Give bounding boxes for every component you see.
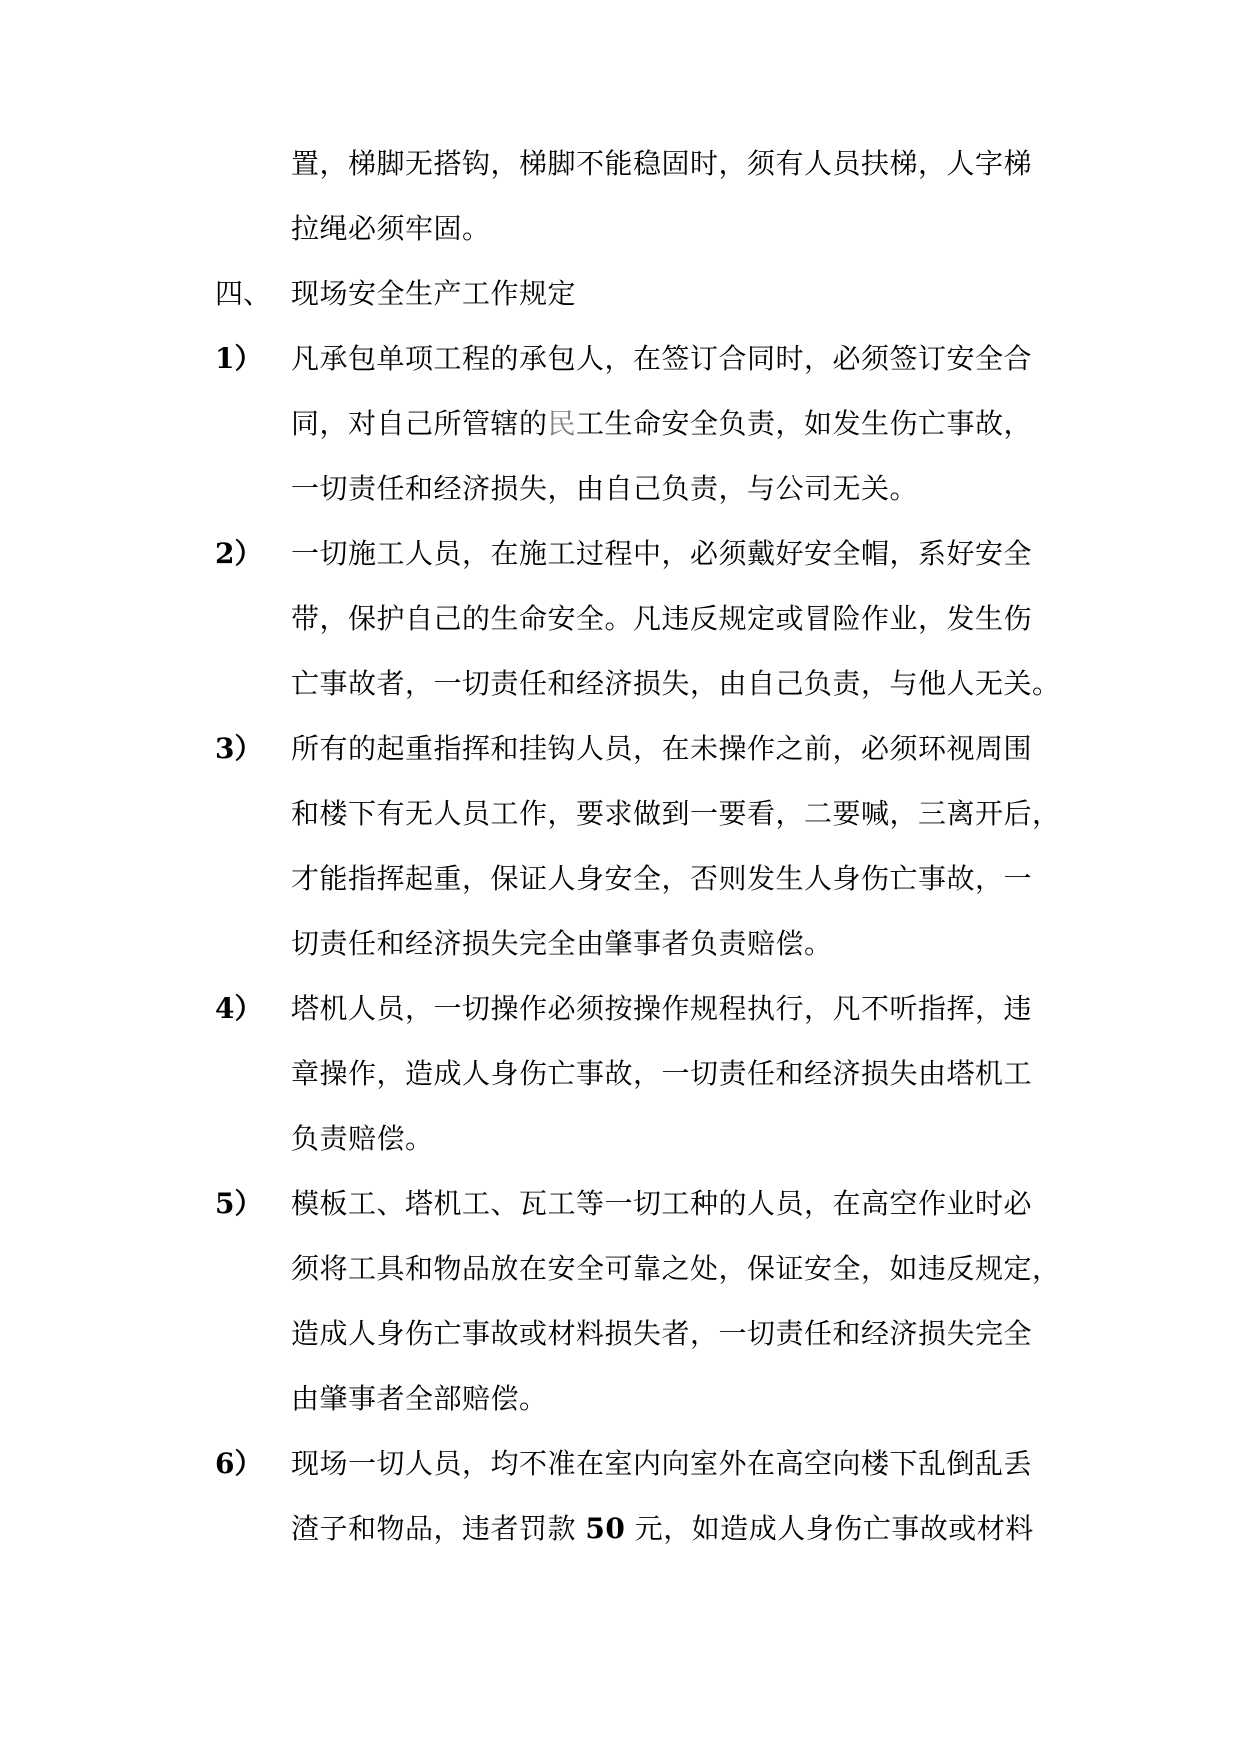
section-title: 现场安全生产工作规定 [291, 277, 577, 310]
item-1-line-2-prefix: 同，对自己所管辖的 [291, 407, 548, 440]
item-1-marker: 1） [215, 342, 263, 375]
item-5-marker: 5） [215, 1187, 263, 1220]
item-4-line-1: 塔机人员，一切操作必须按操作规程执行，凡不听指挥，违 [291, 992, 1033, 1025]
item-5-line-1: 模板工、塔机工、瓦工等一切工种的人员，在高空作业时必 [291, 1187, 1033, 1220]
section-marker: 四、 [215, 277, 272, 310]
item-4-line-3: 负责赔偿。 [291, 1122, 434, 1155]
item-1-line-2-gray-char: 民 [547, 407, 577, 440]
item-3-line-3: 才能指挥起重，保证人身安全，否则发生人身伤亡事故，一 [291, 862, 1033, 895]
item-6-line-2-number: 50 [585, 1512, 626, 1545]
item-1-line-2 [291, 404, 1032, 444]
item-5-line-3: 造成人身伤亡事故或材料损失者，一切责任和经济损失完全 [291, 1317, 1033, 1350]
item-2-line-2: 带，保护自己的生命安全。凡违反规定或冒险作业，发生伤 [291, 602, 1033, 635]
item-4-line-2: 章操作，造成人身伤亡事故，一切责任和经济损失由塔机工 [291, 1057, 1033, 1090]
item-3-line-4: 切责任和经济损失完全由肇事者负责赔偿。 [291, 927, 833, 960]
item-3-line-2: 和楼下有无人员工作，要求做到一要看，二要喊，三离开后， [291, 797, 1061, 830]
item-6-line-2-suffix: 元，如造成人身伤亡事故或材料 [625, 1512, 1034, 1545]
item-5-line-2: 须将工具和物品放在安全可靠之处，保证安全，如违反规定， [291, 1252, 1061, 1285]
item-3-line-1: 所有的起重指挥和挂钩人员，在未操作之前，必须环视周围 [291, 732, 1033, 765]
item-4-marker: 4） [215, 992, 263, 1025]
item-1-line-3: 一切责任和经济损失，由自己负责，与公司无关。 [291, 472, 919, 505]
item-6-line-2-prefix: 渣子和物品，违者罚款 [291, 1512, 586, 1545]
item-2-marker: 2） [215, 537, 263, 570]
item-2-line-3: 亡事故者，一切责任和经济损失，由自己负责，与他人无关。 [291, 667, 1061, 700]
item-6-line-2 [291, 1509, 1034, 1549]
item-2-line-1: 一切施工人员，在施工过程中，必须戴好安全帽，系好安全 [291, 537, 1033, 570]
item-1-line-2-rest: 工生命安全负责，如发生伤亡事故， [576, 407, 1033, 440]
item-1-line-1: 凡承包单项工程的承包人，在签订合同时，必须签订安全合 [291, 342, 1033, 375]
item-3-marker: 3） [215, 732, 263, 765]
continuation-line-2: 拉绳必须牢固。 [291, 212, 491, 245]
continuation-line-1: 置，梯脚无搭钩，梯脚不能稳固时，须有人员扶梯，人字梯 [291, 147, 1033, 180]
item-6-marker: 6） [215, 1447, 263, 1480]
item-6-line-1: 现场一切人员，均不准在室内向室外在高空向楼下乱倒乱丢 [291, 1447, 1033, 1480]
item-5-line-4: 由肇事者全部赔偿。 [291, 1382, 548, 1415]
